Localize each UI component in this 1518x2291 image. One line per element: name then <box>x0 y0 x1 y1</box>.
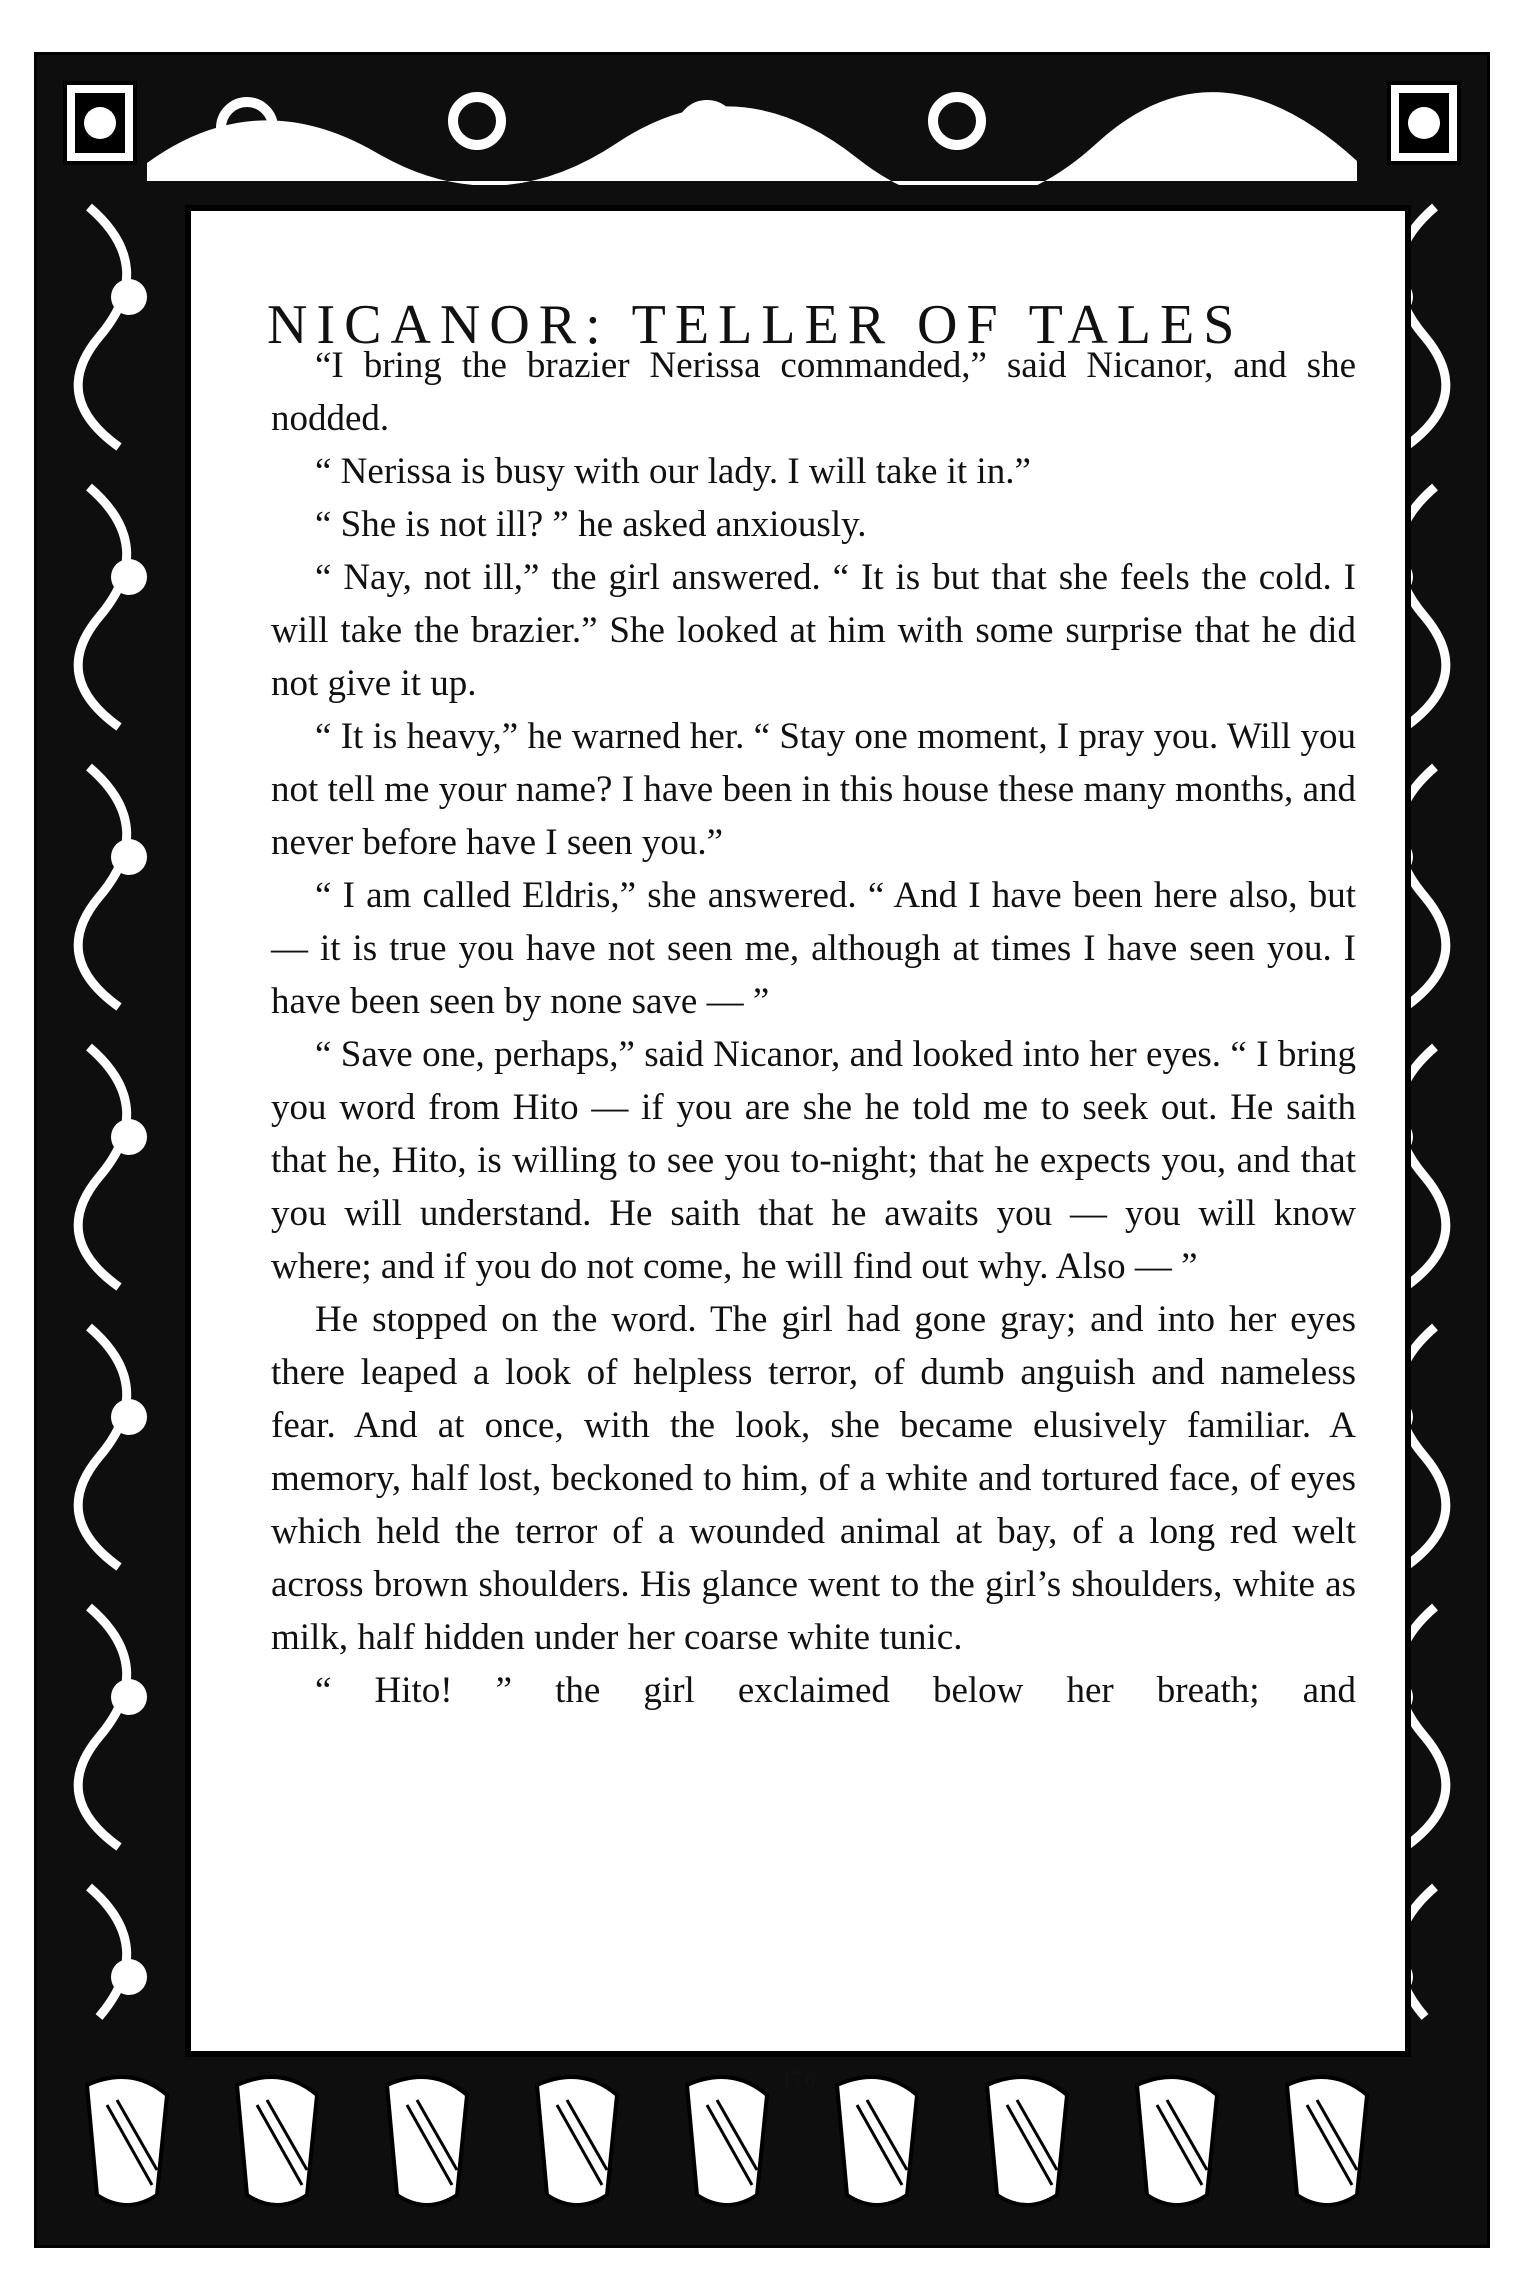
top-ornament-band <box>57 73 1467 185</box>
paragraph: “ Nerissa is busy with our lady. I will take it in.” <box>315 451 1031 492</box>
paragraph: “I bring the brazier Nerissa commanded,” said Nicanor, and she nodded. <box>271 345 1356 439</box>
decorative-border-frame <box>34 52 1490 2248</box>
page-number: 176 <box>780 2067 816 2093</box>
paragraph: “ Save one, perhaps,” said Nicanor, and looked into her eyes. “ I bring you word from Hito — if you are she he told me to seek out. He saith that he, Hito, is willing to see you to-night; that he expects you, and that you will understand. He saith that he awaits you — you will know where; and if you do not come, he will find out why. Also — ” <box>271 1034 1356 1287</box>
paragraph: “ Nay, not ill,” the girl answered. “ It is but that she feels the cold. I will take the brazier.” She looked at him with some surprise that he did not give it up. <box>271 557 1356 704</box>
paragraph: He stopped on the word. The girl had gone gray; and into her eyes there leaped a look of helpless terror, of dumb anguish and nameless fear. And at once, with the look, she became elusively familiar. A memory, half lost, beckoned to him, of a white and tortured face, of eyes which held the terror of a wounded animal at bay, of a long red welt across brown shoulders. His glance went to the girl’s shoulders, white as milk, half hidden under her coarse white tunic. <box>271 1299 1356 1658</box>
text-panel <box>185 205 1411 2093</box>
page-title: NICANOR: TELLER OF TALES <box>267 293 1244 356</box>
paragraph: “ I am called Eldris,” she answered. “ And I have been here also, but — it is true you have not seen me, although at times I have seen you. I have been seen by none save — ” <box>271 875 1356 1022</box>
body-text <box>271 339 1356 1717</box>
paragraph: “ Hito! ” the girl exclaimed below her breath; and <box>315 1670 1356 1711</box>
paragraph: “ It is heavy,” he warned her. “ Stay one moment, I pray you. Will you not tell me your name? I have been in this house these many months, and never before have I seen you.” <box>271 716 1356 863</box>
left-ornament-band <box>59 187 177 2037</box>
paragraph: “ She is not ill? ” he asked anxiously. <box>315 504 867 545</box>
